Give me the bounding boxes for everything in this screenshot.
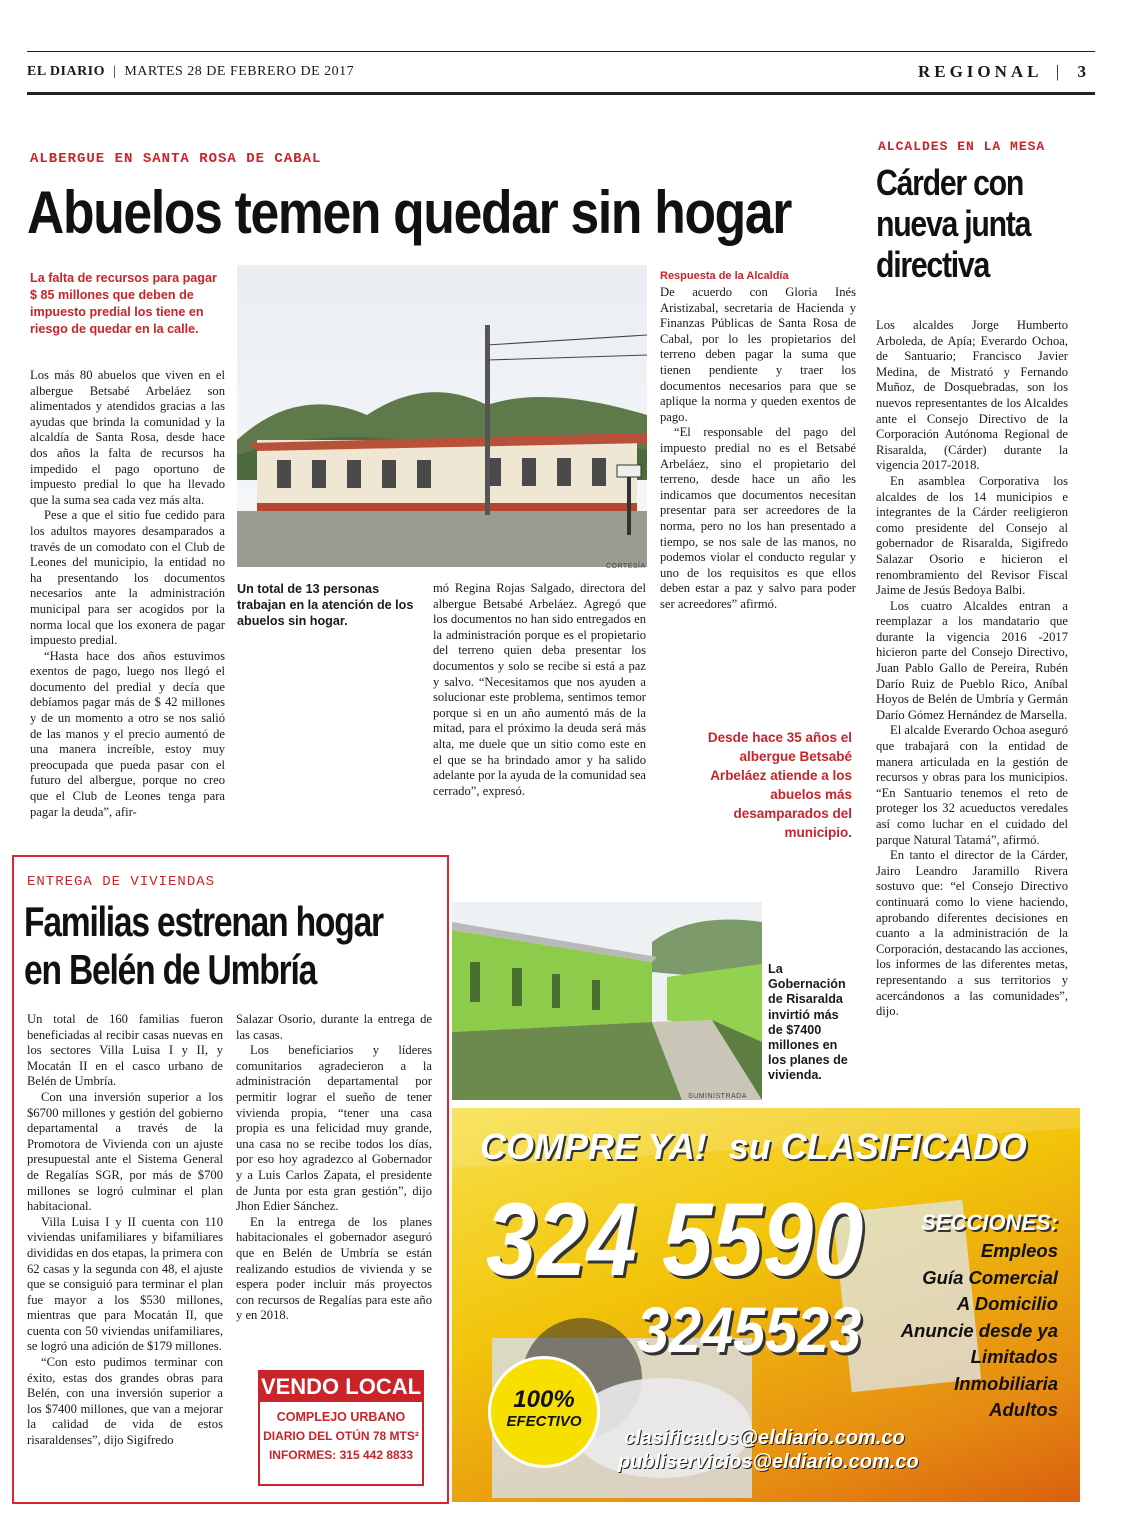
paragraph: En la entrega de los planes habitacionales el gobernador aseguró que en Belén de Umbría se están realizando estudios de vivienda y se espera poder incluir más proyectos con recursos de Regalías para este año y en 2018. <box>236 1214 432 1323</box>
ad-section-item: Inmobiliaria <box>954 1372 1058 1394</box>
housing-col-2 <box>236 1012 432 1324</box>
paragraph: Los beneficiarios y líderes comunitarios agradecieron a la administración departamental por permitir lograr el sueño de tener vivienda propia, “tener una casa propia es una felicidad muy grande, una casa no se recibe todos los días, por eso hoy agradezco al Gobernador y a Luis Carlos Zapata, el presidente de Junta por esta gran gestión”, dijo Jhon Edier Sánchez. <box>236 1043 432 1214</box>
ad-section-item: Empleos <box>980 1240 1058 1261</box>
paper-name: EL DIARIO <box>27 64 106 79</box>
section-name: REGIONAL <box>917 62 1042 81</box>
main-photo-caption: Un total de 13 personas trabajan en la atención de los abuelos sin hogar. <box>237 582 414 628</box>
paragraph: Salazar Osorio, durante la entrega de las casas. <box>236 1012 432 1042</box>
paragraph: Villa Luisa I y II cuenta con 110 viviendas unifamiliares y bifamiliares divididas en dos etapas, la primera con 62 casas y la segunda con 48, el ajuste que se consiguió para terminar el plan fue mayor a los $530 millones, mientras que para Mocatán II, que cuenta con 50 viviendas unifamiliares, se logró una adición de $179 millones. <box>27 1214 223 1354</box>
paragraph: Pese a que el sitio fue cedido para los adultos mayores desamparados a través de un comodato con el Club de Leones del municipio, la entidad no ha presentando los documentos necesarios ante la administración municipal para ser acogidos por la norma local que los exonera de pagar impuesto predial. <box>30 508 225 648</box>
ad-section-item: A Domicilio <box>956 1293 1058 1314</box>
main-col-4 <box>660 285 856 612</box>
ad-section-item: Adultos <box>989 1399 1058 1420</box>
housing-photo <box>452 902 762 1100</box>
paragraph: “Con esto pudimos terminar con éxito, estas dos grandes obras para Belén, con una inversión superior a los $7400 millones, que van a mejorar la calidad de vida de estos risaraldenses”, dijo Sigifredo <box>27 1355 223 1448</box>
main-lead: La falta de recursos para pagar $ 85 millones que deben de impuesto predial los tiene en riesgo de quedar en la calle. <box>30 271 217 336</box>
paragraph: En tanto el director de la Cárder, Jairo Leandro Jaramillo Rivera sostuvo que: “el Consejo Directivo continuará como lo viene haciendo, aprobando diferentes decisiones en cuanto a la administración de la Corporación, destacando las acciones, los informes de las diferentes metas, representando a sus territorios y acercándonos a las comunidades”, dijo. <box>876 848 1068 1019</box>
housing-photo-caption: La Gobernación de Risaralda invirtió más de $7400 millones en los planes de vivienda. <box>768 962 848 1083</box>
housing-kicker: ENTREGA DE VIVIENDAS <box>27 874 216 890</box>
main-photo-credit: CORTESÍA <box>606 563 646 570</box>
ad-badge-pct: 100% <box>513 1386 575 1413</box>
paragraph: Un total de 160 familias fueron beneficiadas al recibir casas nuevas en los sectores Villa Luisa I y II, y Mocatán II en el casco urbano de Belén de Umbría. <box>27 1012 223 1089</box>
vendo-title: VENDO LOCAL <box>260 1372 422 1402</box>
paragraph: El alcalde Everardo Ochoa aseguró que trabajará con la entidad de manera articulada en la gestión de recursos y obras para los municipios. “En Santuario tenemos el reto de proteger los 32 acueductos veredales así como luchar en el cuidado del parque Natural Tatamá”, afirmó. <box>876 723 1068 847</box>
paragraph: mó Regina Rojas Salgado, directora del albergue Betsabé Arbeláez. Agregó que los documentos no han sido entregados en la administración porque es el propietario del terreno quien deba presentar los documentos y solo se recibe si está a paz y salvo. “Necesitamos que nos ayuden a solucionar este problema, sentimos temor porque si en un año aumentó más de la mitad, para el próximo la deuda será más alta, me duele que un sitio como este en el que se ha brindado amor y ha salido adelante por la ayuda de la comunidad sea cerrado”, expresó. <box>433 581 646 798</box>
page-number: 3 <box>1077 62 1090 81</box>
ad-sections-list <box>901 1238 1058 1424</box>
paragraph: Los más 80 abuelos que viven en el albergue Betsabé Arbeláez son alimentados y atendidos gracias a las ayudas que brinda la comunidad y la alcaldía de Santa Rosa, desde hace dos años la falta de recursos ha impedido el pago oportuno de impuesto predial lo que ha llevado que la suma sea cada vez más alta. <box>30 368 225 507</box>
albergue-photo <box>237 265 647 567</box>
paragraph: De acuerdo con Gloria Inés Aristizabal, secretaria de Hacienda y Finanzas Públicas de Santa Rosa de Cabal, por lo les propietarios del terreno deben pagar la suma que tienen pendiente y traer los documentos necesarios para que se aplique la norma y queden exentos de pago. <box>660 285 856 424</box>
main-col-3 <box>433 581 646 799</box>
vendo-line3: INFORMES: 315 442 8833 <box>268 1448 414 1462</box>
side-body <box>876 318 1068 1020</box>
paragraph: Los cuatro Alcaldes entran a reemplazar a los mandatario que durante la vigencia 2016 -2017 hicieron parte del Consejo Directivo, Juan Pablo Gallo de Pereira, Rubén Darío Ruiz de Pueblo Rico, Aníbal Hoyos de Belén de Umbría y Germán Darío Gómez Hernández de Marsella. <box>876 598 1068 722</box>
paragraph: “Hasta hace dos años estuvimos exentos de pago, luego nos llegó el documento del predial y decía que debíamos pagar más de $ 42 millones y de un momento a otro se nos salió de las manos y el precio aumentó de una manera increíble, estoy muy preocupada que pueda pasar con el futuro del albergue, porque no creo que el Club de Leones tenga para pagar la deuda”, afir- <box>30 648 225 819</box>
housing-headline-line: en Belén de Umbría <box>24 946 317 993</box>
side-headline-line: nueva junta <box>876 203 1031 244</box>
main-pull-quote: Desde hace 35 años el albergue Betsabé Arbeláez atiende a los abuelos más desamparados del municipio. <box>707 730 852 840</box>
ad-sections-title: SECCIONES: <box>921 1210 1058 1235</box>
side-headline <box>876 162 1060 285</box>
side-headline-line: Cárder con <box>876 162 1024 203</box>
ad-email-1[interactable]: clasificados@eldiario.com.co <box>624 1427 905 1449</box>
paragraph: “El responsable del pago del impuesto predial no es el Betsabé Arbeláez, sino el propietario del terreno, desde hace un año les indicamos que documentos necesitan presentar para ser acreedores de la norma, pero no los han presentado a tiempo, se nos sale de las manos, no podemos violar el conducto regular y uno de los requisitos es que ellos deben estar a paz y salvo para poder ser acreedores” afirmó. <box>660 425 856 611</box>
page-header-left: EL DIARIO | MARTES 28 DE FEBRERO DE 2017 <box>27 64 355 79</box>
housing-illustration <box>452 902 762 1100</box>
classified-ad <box>452 1108 1080 1502</box>
ad-email-2[interactable]: publiservicios@eldiario.com.co <box>618 1451 919 1473</box>
main-subhead: Respuesta de la Alcaldía <box>660 270 789 282</box>
ad-badge-text: EFECTIVO <box>506 1413 582 1430</box>
vendo-line2: DIARIO DEL OTÚN 78 MTS² <box>263 1429 419 1443</box>
ad-phone-primary: 324 5590 <box>486 1182 864 1298</box>
housing-photo-credit: SUMINISTRADA <box>688 1093 747 1100</box>
ad-headline-a: COMPRE YA! <box>480 1126 707 1167</box>
ad-headline <box>480 1126 1027 1168</box>
ad-badge <box>488 1356 600 1468</box>
paragraph: Los alcaldes Jorge Humberto Arboleda, de Apía; Everardo Ochoa, de Santuario; Francisco Javier Medina, de Mistrató y Fernando Muñoz, de Dosquebradas, son los nuevos representantes de los Alcaldes ante el Consejo Directivo de la Corporación Autónoma Regional de Risaralda, (Cárder) durante la vigencia 2017-2018. <box>876 318 1068 473</box>
header-rule <box>27 92 1095 95</box>
ad-section-item: Anuncie desde ya <box>900 1319 1058 1341</box>
ad-section-item: Guía Comercial <box>922 1266 1058 1288</box>
ad-headline-b: su CLASIFICADO <box>728 1126 1027 1167</box>
page-header-right: REGIONAL | 3 <box>917 62 1090 81</box>
top-rule <box>27 51 1095 52</box>
albergue-illustration <box>237 265 647 567</box>
vendo-line1: COMPLEJO URBANO <box>276 1410 406 1424</box>
housing-headline-line: Familias estrenan hogar <box>24 898 383 945</box>
issue-date: MARTES 28 DE FEBRERO DE 2017 <box>124 64 355 79</box>
vendo-local-ad <box>258 1370 424 1486</box>
side-kicker: ALCALDES EN LA MESA <box>878 139 1046 154</box>
housing-headline <box>24 898 473 994</box>
main-headline: Abuelos temen quedar sin hogar <box>27 179 792 246</box>
main-kicker: ALBERGUE EN SANTA ROSA DE CABAL <box>30 151 322 167</box>
paragraph: En asamblea Corporativa los alcaldes de los 14 municipios e integrantes de la Cárder reeligieron como presidente del Consejo al gobernador de Risaralda, Sigifredo Salazar Osorio e hicieron el renombramiento del Revisor Fiscal Jaime de Jesús Bedoya Balbi. <box>876 473 1068 598</box>
housing-col-1 <box>27 1012 223 1449</box>
side-headline-line: directiva <box>876 244 990 285</box>
ad-phone-secondary: 3245523 <box>637 1294 862 1366</box>
main-col-1 <box>30 368 225 820</box>
paragraph: Con una inversión superior a los $6700 millones y gestión del gobierno departamental a través de la Promotora de Vivienda con un ajuste presupuestal ante el Sistema General de Regalías SGR, por más de $700 millones se logró culminar el plan habitacional. <box>27 1089 223 1214</box>
ad-section-item: Limitados <box>970 1346 1058 1367</box>
